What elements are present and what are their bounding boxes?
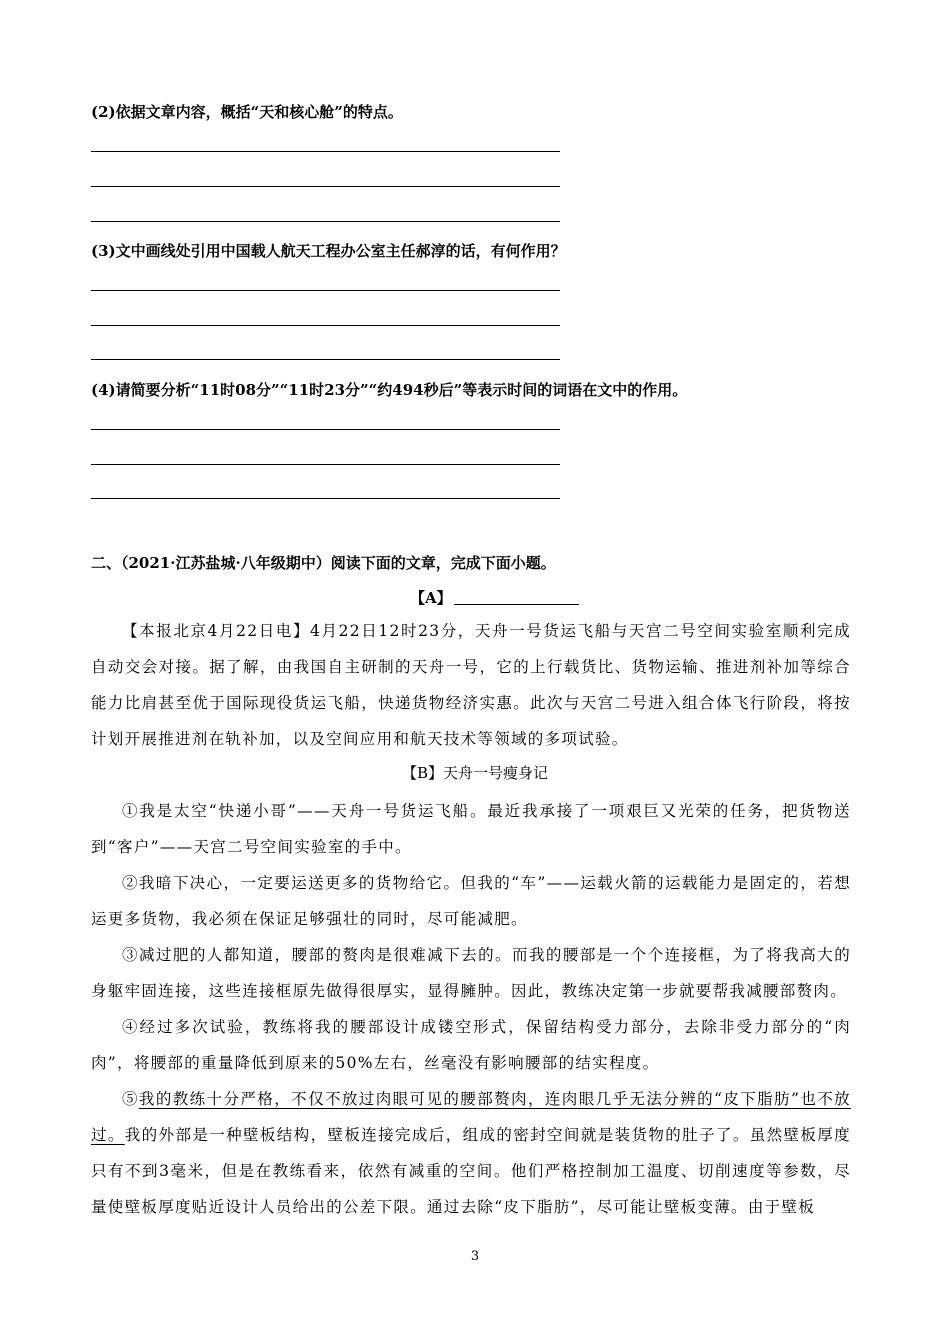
part-b-header: 【B】天舟一号瘦身记	[401, 764, 549, 782]
answer-line[interactable]	[91, 359, 560, 360]
paragraph-3: ③减过肥的人都知道，腰部的赘肉是很难减下去的。而我的腰部是一个个连接框，为了将我高大的身躯牢固连接，这些连接框原先做得很厚实，显得臃肿。因此，教练决定第一步就要帮我减腰部赘肉。	[91, 946, 851, 1000]
underlined-sentence: 我的教练十分严格，不仅不放过肉眼可见的腰部赘肉，连肉眼几乎无法分辨的“皮下脂肪”也不放过。	[91, 1090, 851, 1144]
paragraph-4: ④经过多次试验，教练将我的腰部设计成镂空形式，保留结构受力部分，去除非受力部分的“肉肉”，将腰部的重量降低到原来的50%左右，丝毫没有影响腰部的结实程度。	[91, 1018, 851, 1072]
answer-line[interactable]	[91, 290, 560, 291]
question-4: (4)请简要分析“11时08分”“11时23分”“约494秒后”等表示时间的词语在文中的作用。	[91, 381, 688, 399]
answer-line[interactable]	[91, 429, 560, 430]
page-number: 3	[470, 1249, 480, 1264]
answer-line[interactable]	[91, 151, 560, 152]
paragraph-5-text: 我的外部是一种壁板结构，壁板连接完成后，组成的密封空间就是装货物的肚子了。虽然壁板厚度只有不到3毫米，但是在教练看来，依然有减重的空间。他们严格控制加工温度、切削速度等参数，尽量使壁板厚度贴近设计人员给出的公差下限。通过去除“皮下脂肪”，尽可能让壁板变薄。由于壁板	[91, 1126, 851, 1216]
part-a-header	[410, 587, 579, 608]
question-3: (3)文中画线处引用中国载人航天工程办公室主任郝淳的话，有何作用？	[91, 242, 566, 260]
part-a-text: 【本报北京4月22日电】4月22日12时23分，天舟一号货运飞船与天宫二号空间实验室顺利完成自动交会对接。据了解，由我国自主研制的天舟一号，它的上行载货比、货物运输、推进剂补加等综合能力比肩甚至优于国际现役货运飞船，快递货物经济实惠。此次与天宫二号进入组合体飞行阶段，将按计划开展推进剂在轨补加，以及空间应用和航天技术等领域的多项试验。	[91, 622, 851, 748]
answer-line[interactable]	[91, 221, 560, 222]
section-title: 二、（2021·江苏盐城·八年级期中）阅读下面的文章，完成下面小题。	[91, 554, 556, 572]
paragraph-5	[91, 1081, 851, 1225]
answer-line[interactable]	[91, 498, 560, 499]
title-blank[interactable]	[454, 590, 579, 605]
answer-line[interactable]	[91, 464, 560, 465]
paragraph-5-number: ⑤	[122, 1090, 139, 1108]
part-a-label: 【A】	[410, 589, 452, 607]
answer-line[interactable]	[91, 186, 560, 187]
answer-line[interactable]	[91, 325, 560, 326]
paragraph-2: ②我暗下决心，一定要运送更多的货物给它。但我的“车”——运载火箭的运载能力是固定的，若想运更多货物，我必须在保证足够强壮的同时，尽可能减肥。	[91, 874, 851, 928]
paragraph-1: ①我是太空“快递小哥”——天舟一号货运飞船。最近我承接了一项艰巨又光荣的任务，把货物送到“客户”——天宫二号空间实验室的手中。	[91, 802, 851, 856]
question-2: (2)依据文章内容，概括“天和核心舱”的特点。	[91, 103, 403, 121]
